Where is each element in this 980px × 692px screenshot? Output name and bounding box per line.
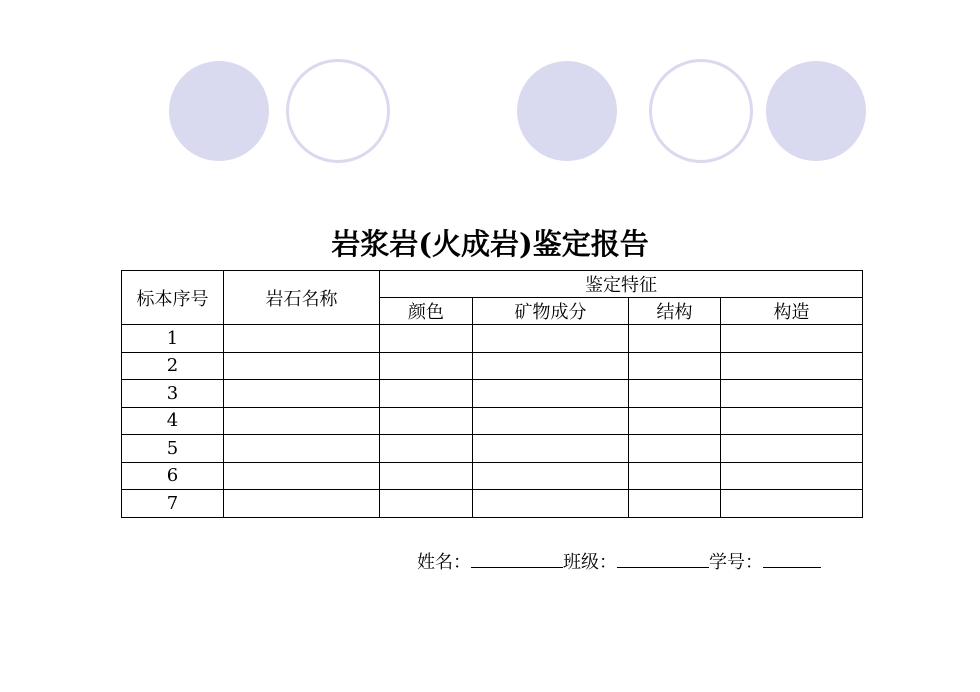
mineral-cell[interactable] xyxy=(473,490,629,518)
decorative-circle-filled xyxy=(169,61,269,161)
student-id-blank[interactable] xyxy=(763,549,821,568)
decorative-circle-filled xyxy=(766,61,866,161)
sample-number: 1 xyxy=(122,325,224,353)
sample-number: 5 xyxy=(122,435,224,463)
structure-cell[interactable] xyxy=(721,380,863,408)
table-row xyxy=(122,380,863,408)
table-row xyxy=(122,325,863,353)
table-row xyxy=(122,462,863,490)
texture-cell[interactable] xyxy=(629,325,721,353)
sample-number: 4 xyxy=(122,407,224,435)
texture-cell[interactable] xyxy=(629,435,721,463)
rock-name-cell[interactable] xyxy=(224,462,380,490)
student-id-label: 学号： xyxy=(709,552,763,573)
class-label: 班级： xyxy=(563,552,617,573)
mineral-cell[interactable] xyxy=(473,325,629,353)
sample-number: 7 xyxy=(122,490,224,518)
table-row xyxy=(122,490,863,518)
texture-cell[interactable] xyxy=(629,380,721,408)
header-sample-no: 标本序号 xyxy=(122,271,224,325)
sample-number: 2 xyxy=(122,352,224,380)
texture-cell[interactable] xyxy=(629,490,721,518)
structure-cell[interactable] xyxy=(721,435,863,463)
mineral-cell[interactable] xyxy=(473,435,629,463)
texture-cell[interactable] xyxy=(629,462,721,490)
table-row xyxy=(122,352,863,380)
sample-number: 6 xyxy=(122,462,224,490)
student-info-line xyxy=(417,548,821,574)
structure-cell[interactable] xyxy=(721,407,863,435)
color-cell[interactable] xyxy=(380,352,473,380)
name-label: 姓名： xyxy=(417,552,471,573)
color-cell[interactable] xyxy=(380,407,473,435)
rock-name-cell[interactable] xyxy=(224,352,380,380)
table-row xyxy=(122,407,863,435)
mineral-cell[interactable] xyxy=(473,462,629,490)
rock-name-cell[interactable] xyxy=(224,490,380,518)
structure-cell[interactable] xyxy=(721,490,863,518)
structure-cell[interactable] xyxy=(721,352,863,380)
structure-cell[interactable] xyxy=(721,462,863,490)
color-cell[interactable] xyxy=(380,462,473,490)
header-texture: 结构 xyxy=(629,298,721,325)
header-mineral-composition: 矿物成分 xyxy=(473,298,629,325)
rock-name-cell[interactable] xyxy=(224,325,380,353)
mineral-cell[interactable] xyxy=(473,380,629,408)
class-blank[interactable] xyxy=(617,549,709,568)
header-color: 颜色 xyxy=(380,298,473,325)
header-rock-name: 岩石名称 xyxy=(224,271,380,325)
identification-table xyxy=(121,270,863,518)
header-identification-features: 鉴定特征 xyxy=(380,271,863,298)
decorative-circle-filled xyxy=(517,61,617,161)
rock-name-cell[interactable] xyxy=(224,407,380,435)
rock-name-cell[interactable] xyxy=(224,380,380,408)
color-cell[interactable] xyxy=(380,380,473,408)
decorative-circle-outline xyxy=(649,59,753,163)
report-title: 岩浆岩(火成岩)鉴定报告 xyxy=(331,227,649,261)
texture-cell[interactable] xyxy=(629,352,721,380)
color-cell[interactable] xyxy=(380,435,473,463)
sample-number: 3 xyxy=(122,380,224,408)
table-row xyxy=(122,435,863,463)
structure-cell[interactable] xyxy=(721,325,863,353)
color-cell[interactable] xyxy=(380,325,473,353)
header-structure: 构造 xyxy=(721,298,863,325)
texture-cell[interactable] xyxy=(629,407,721,435)
mineral-cell[interactable] xyxy=(473,407,629,435)
rock-name-cell[interactable] xyxy=(224,435,380,463)
decorative-circle-outline xyxy=(286,59,390,163)
color-cell[interactable] xyxy=(380,490,473,518)
name-blank[interactable] xyxy=(471,549,563,568)
mineral-cell[interactable] xyxy=(473,352,629,380)
